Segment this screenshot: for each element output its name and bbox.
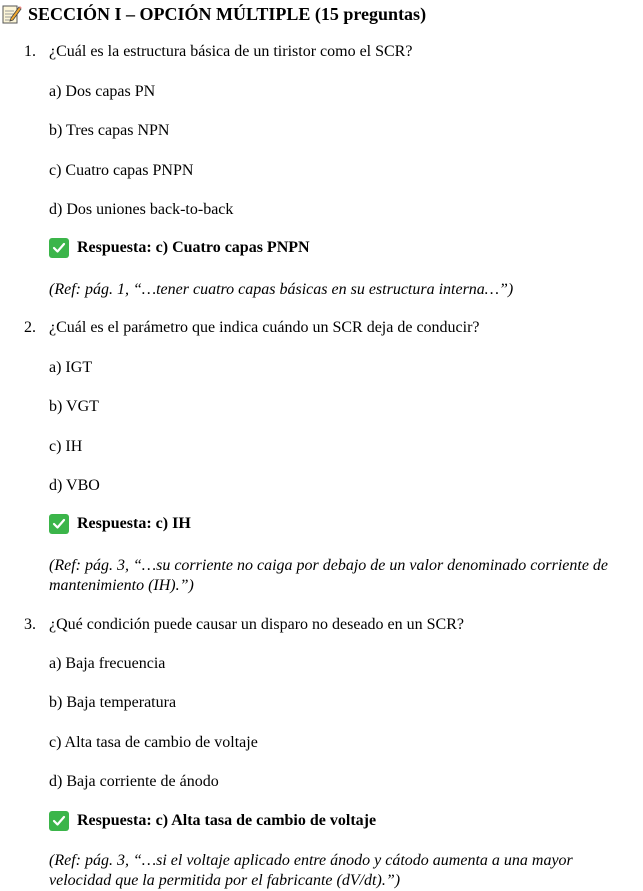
- reference: (Ref: pág. 3, “…su corriente no caiga por debajo de un valor denominado corriente de mantenimiento (IH).”): [49, 557, 609, 594]
- option-c: c) Alta tasa de cambio de voltaje: [49, 734, 258, 751]
- question-number: 3.: [24, 616, 36, 633]
- option-a: a) Baja frecuencia: [49, 655, 166, 672]
- option-b: b) Baja temperatura: [49, 694, 177, 711]
- option-b: b) Tres capas NPN: [49, 122, 170, 139]
- option-a: a) Dos capas PN: [49, 83, 156, 100]
- check-mark-icon: [49, 238, 69, 258]
- answer-text: Respuesta: c) Cuatro capas PNPN: [77, 239, 310, 256]
- answer-text: Respuesta: c) IH: [77, 515, 191, 532]
- question-number: 2.: [24, 319, 36, 336]
- answer: [49, 514, 191, 534]
- question-number: 1.: [24, 43, 36, 60]
- reference: (Ref: pág. 1, “…tener cuatro capas básicas en su estructura interna…”): [49, 281, 514, 298]
- question-text: ¿Cuál es el parámetro que indica cuándo un SCR deja de conducir?: [49, 319, 480, 336]
- option-d: d) Baja corriente de ánodo: [49, 773, 219, 790]
- check-mark-icon: [49, 514, 69, 534]
- option-d: d) VBO: [49, 477, 100, 494]
- option-c: c) IH: [49, 438, 83, 455]
- answer: [49, 811, 376, 831]
- option-a: a) IGT: [49, 359, 93, 376]
- section-title: SECCIÓN I – OPCIÓN MÚLTIPLE (15 preguntas): [28, 4, 427, 24]
- memo-icon: [2, 4, 22, 24]
- answer-text: Respuesta: c) Alta tasa de cambio de voltaje: [77, 812, 377, 829]
- option-b: b) VGT: [49, 398, 99, 415]
- answer: [49, 238, 310, 258]
- option-c: c) Cuatro capas PNPN: [49, 162, 194, 179]
- reference: (Ref: pág. 3, “…si el voltaje aplicado entre ánodo y cátodo aumenta a una mayor velocidad que la permitida por el fabricante (dV/dt).”): [49, 852, 573, 889]
- question-text: ¿Qué condición puede causar un disparo no deseado en un SCR?: [49, 616, 464, 633]
- option-d: d) Dos uniones back-to-back: [49, 201, 234, 218]
- check-mark-icon: [49, 811, 69, 831]
- question-text: ¿Cuál es la estructura básica de un tiristor como el SCR?: [49, 43, 413, 60]
- section-heading: [2, 2, 426, 26]
